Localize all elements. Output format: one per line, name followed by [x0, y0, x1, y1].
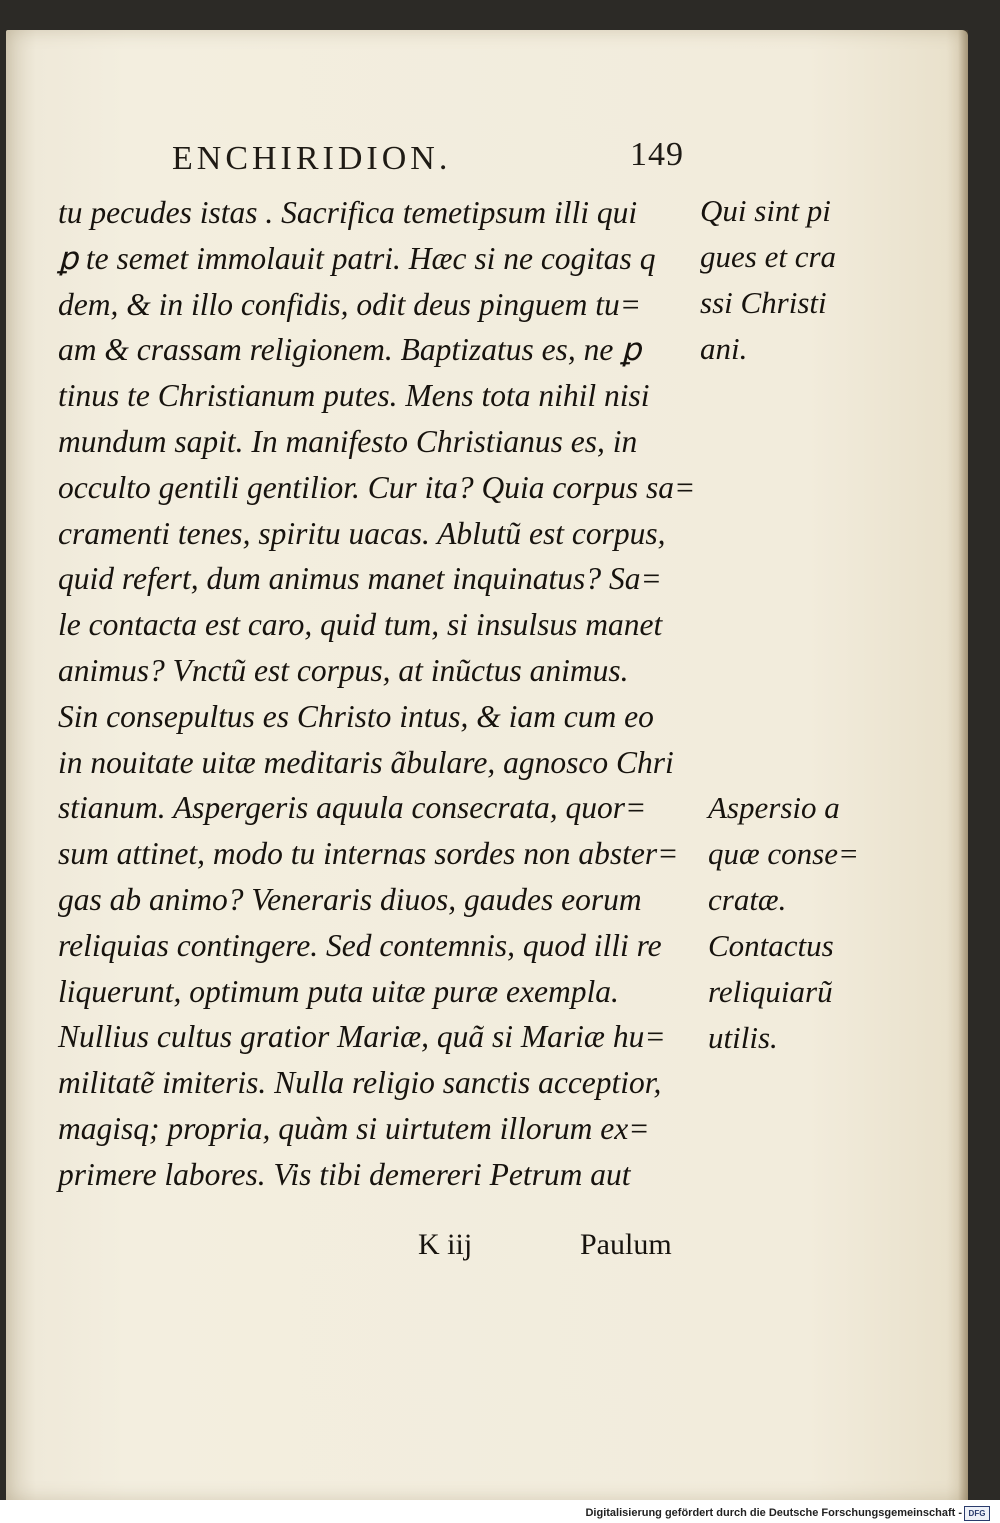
- text-line: in nouitate uitæ meditaris ãbulare, agnosco Chri: [58, 744, 674, 780]
- running-header: [172, 136, 684, 190]
- note-line: gues et cra: [700, 239, 837, 274]
- note-line: reliquiarũ: [708, 974, 833, 1009]
- main-text-block: [58, 190, 698, 1198]
- text-line: Sin consepultus es Christo intus, & iam cum eo: [58, 698, 654, 734]
- text-line: militatẽ imiteris. Nulla religio sanctis acceptior,: [58, 1065, 662, 1101]
- text-line: ꝑ te semet immolauit patri. Hæc si ne cogitas q: [58, 240, 656, 276]
- text-line: quid refert, dum animus manet inquinatus? Sa=: [58, 561, 662, 597]
- text-line: magisq; propria, quàm si uirtutem illorum ex=: [58, 1110, 650, 1146]
- catchword: Paulum: [580, 1228, 672, 1261]
- text-line: gas ab animo? Veneraris diuos, gaudes eorum: [58, 881, 642, 917]
- text-line: mundum sapit. In manifesto Christianus es, in: [58, 423, 638, 459]
- marginal-note-aspersio: [708, 785, 859, 1061]
- text-line: sum attinet, modo tu internas sordes non abster=: [58, 836, 679, 872]
- text-line: occulto gentili gentilior. Cur ita? Quia corpus sa=: [58, 469, 696, 505]
- note-line: quæ conse=: [708, 836, 859, 871]
- marginal-note-pingues: [700, 188, 836, 372]
- running-title: ENCHIRIDION.: [172, 140, 452, 177]
- text-line: am & crassam religionem. Baptizatus es, ne ꝑ: [58, 332, 642, 368]
- credit-text: Digitalisierung gefördert durch die Deutsche Forschungsgemeinschaft -: [585, 1507, 962, 1519]
- text-line: Nullius cultus gratior Mariæ, quã si Mariæ hu=: [58, 1019, 666, 1055]
- note-line: Contactus: [708, 928, 834, 963]
- page-number: 149: [630, 136, 684, 173]
- text-line: reliquias contingere. Sed contemnis, quod illi re: [58, 927, 662, 963]
- text-line: le contacta est caro, quid tum, si insulsus manet: [58, 607, 663, 643]
- note-line: utilis.: [708, 1020, 778, 1055]
- note-line: Aspersio a: [708, 790, 840, 825]
- text-line: tinus te Christianum putes. Mens tota nihil nisi: [58, 378, 650, 414]
- dfg-logo-icon: DFG: [964, 1506, 990, 1521]
- text-line: dem, & in illo confidis, odit deus pinguem tu=: [58, 286, 641, 322]
- signature-mark: K iij: [418, 1228, 473, 1261]
- note-line: Qui sint pi: [700, 193, 831, 228]
- text-line: animus? Vnctũ est corpus, at inũctus animus.: [58, 652, 629, 688]
- note-line: cratæ.: [708, 882, 787, 917]
- text-line: tu pecudes istas . Sacrifica temetipsum illi qui: [58, 195, 638, 230]
- digitization-credit: [0, 1505, 1000, 1523]
- note-line: ssi Christi: [700, 285, 827, 320]
- text-line: cramenti tenes, spiritu uacas. Ablutũ est corpus,: [58, 515, 666, 551]
- text-line: primere labores. Vis tibi demereri Petrum aut: [58, 1156, 631, 1192]
- text-line: stianum. Aspergeris aquula consecrata, quor=: [58, 790, 647, 826]
- text-line: liquerunt, optimum puta uitæ puræ exempla.: [58, 973, 619, 1009]
- note-line: ani.: [700, 331, 748, 366]
- page-edge-shadow: [958, 30, 968, 1500]
